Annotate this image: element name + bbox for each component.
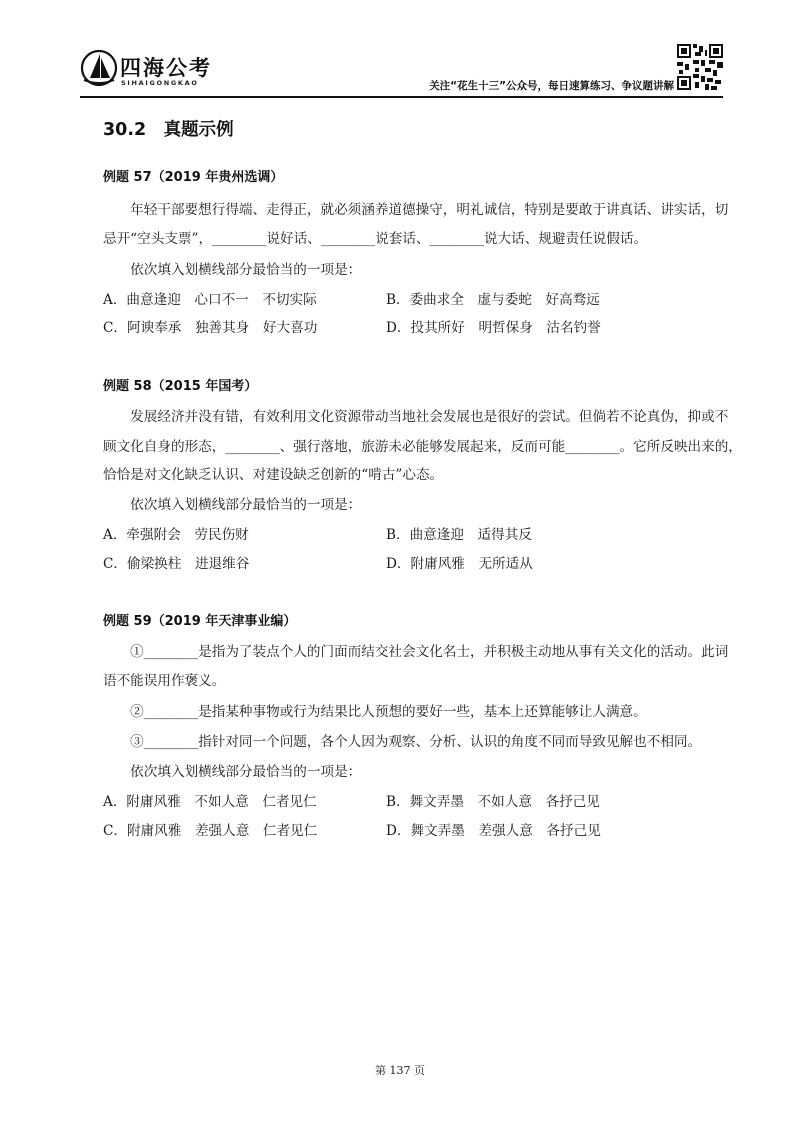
logo-subtitle: SIHAIGONGKAO xyxy=(121,79,199,87)
question-59-option-b[interactable]: B．舞文弄墨 不如人意 各抒己见 xyxy=(386,794,600,810)
question-58-option-c[interactable]: C．偷梁换柱 进退维谷 xyxy=(103,556,250,572)
question-57-stem-line: 年轻干部要想行得端、走得正，就必须涵养道德操守，明礼诚信，特别是要敢于讲真话、讲实话，切 xyxy=(103,202,729,218)
header-divider xyxy=(80,96,723,98)
header-slogan: 关注“花生十三”公众号，每日速算练习、争议题讲解 xyxy=(429,80,674,92)
question-58-option-a[interactable]: A．牵强附会 劳民伤财 xyxy=(103,527,249,543)
question-59-stem-line: ①________是指为了装点个人的门面而结交社会文化名士，并积极主动地从事有关文化的活动。此词 xyxy=(103,644,729,660)
question-58-option-d[interactable]: D．附庸风雅 无所适从 xyxy=(386,556,533,572)
question-58-prompt: 依次填入划横线部分最恰当的一项是： xyxy=(103,497,362,513)
question-59-stem-line: ③________指针对同一个问题，各个人因为观察、分析、认识的角度不同而导致见解也不相同。 xyxy=(103,734,702,750)
page-number: 第 137 页 xyxy=(375,1064,425,1077)
question-57-prompt: 依次填入划横线部分最恰当的一项是： xyxy=(103,262,362,278)
question-59-title: 例题 59（2019 年天津事业编） xyxy=(103,614,297,629)
section-title: 30.2 真题示例 xyxy=(103,120,234,140)
question-57-option-d[interactable]: D．投其所好 明哲保身 沽名钓誉 xyxy=(386,320,601,336)
question-58-title: 例题 58（2015 年国考） xyxy=(103,379,258,394)
page-header xyxy=(0,0,800,100)
question-57-option-c[interactable]: C．阿谀奉承 独善其身 好大喜功 xyxy=(103,320,318,336)
question-59-option-a[interactable]: A．附庸风雅 不如人意 仁者见仁 xyxy=(103,794,317,810)
brand-logo xyxy=(80,46,240,96)
sailboat-logo-icon xyxy=(80,46,118,88)
question-57-stem-line: 忌开“空头支票”，________说好话、________说套话、________说大话、规避责任说假话。 xyxy=(103,231,648,247)
question-59-option-c[interactable]: C．附庸风雅 差强人意 仁者见仁 xyxy=(103,823,318,839)
question-58-stem-line: 顾文化自身的形态，________、强行落地，旅游未必能够发展起来，反而可能________。它所反映出来的， xyxy=(103,439,742,455)
question-58-option-b[interactable]: B．曲意逢迎 适得其反 xyxy=(386,527,532,543)
question-59-stem-line: ②________是指某种事物或行为结果比人预想的要好一些，基本上还算能够让人满意。 xyxy=(103,704,647,720)
question-58-stem-line: 发展经济并没有错，有效利用文化资源带动当地社会发展也是很好的尝试。但倘若不论真伪，抑或不 xyxy=(103,409,729,425)
question-59-prompt: 依次填入划横线部分最恰当的一项是： xyxy=(103,764,362,780)
question-59-option-d[interactable]: D．舞文弄墨 差强人意 各抒己见 xyxy=(386,823,601,839)
qr-code-icon xyxy=(677,44,723,90)
question-58-stem-line: 恰恰是对文化缺乏认识、对建设缺乏创新的“啃古”心态。 xyxy=(103,467,444,483)
logo-text: 四海公考 xyxy=(120,56,212,80)
question-57-title: 例题 57（2019 年贵州选调） xyxy=(103,170,284,185)
question-59-stem-line: 语不能误用作褒义。 xyxy=(103,673,226,689)
question-57-option-b[interactable]: B．委曲求全 虚与委蛇 好高骛远 xyxy=(386,292,600,308)
question-57-option-a[interactable]: A．曲意逢迎 心口不一 不切实际 xyxy=(103,292,317,308)
